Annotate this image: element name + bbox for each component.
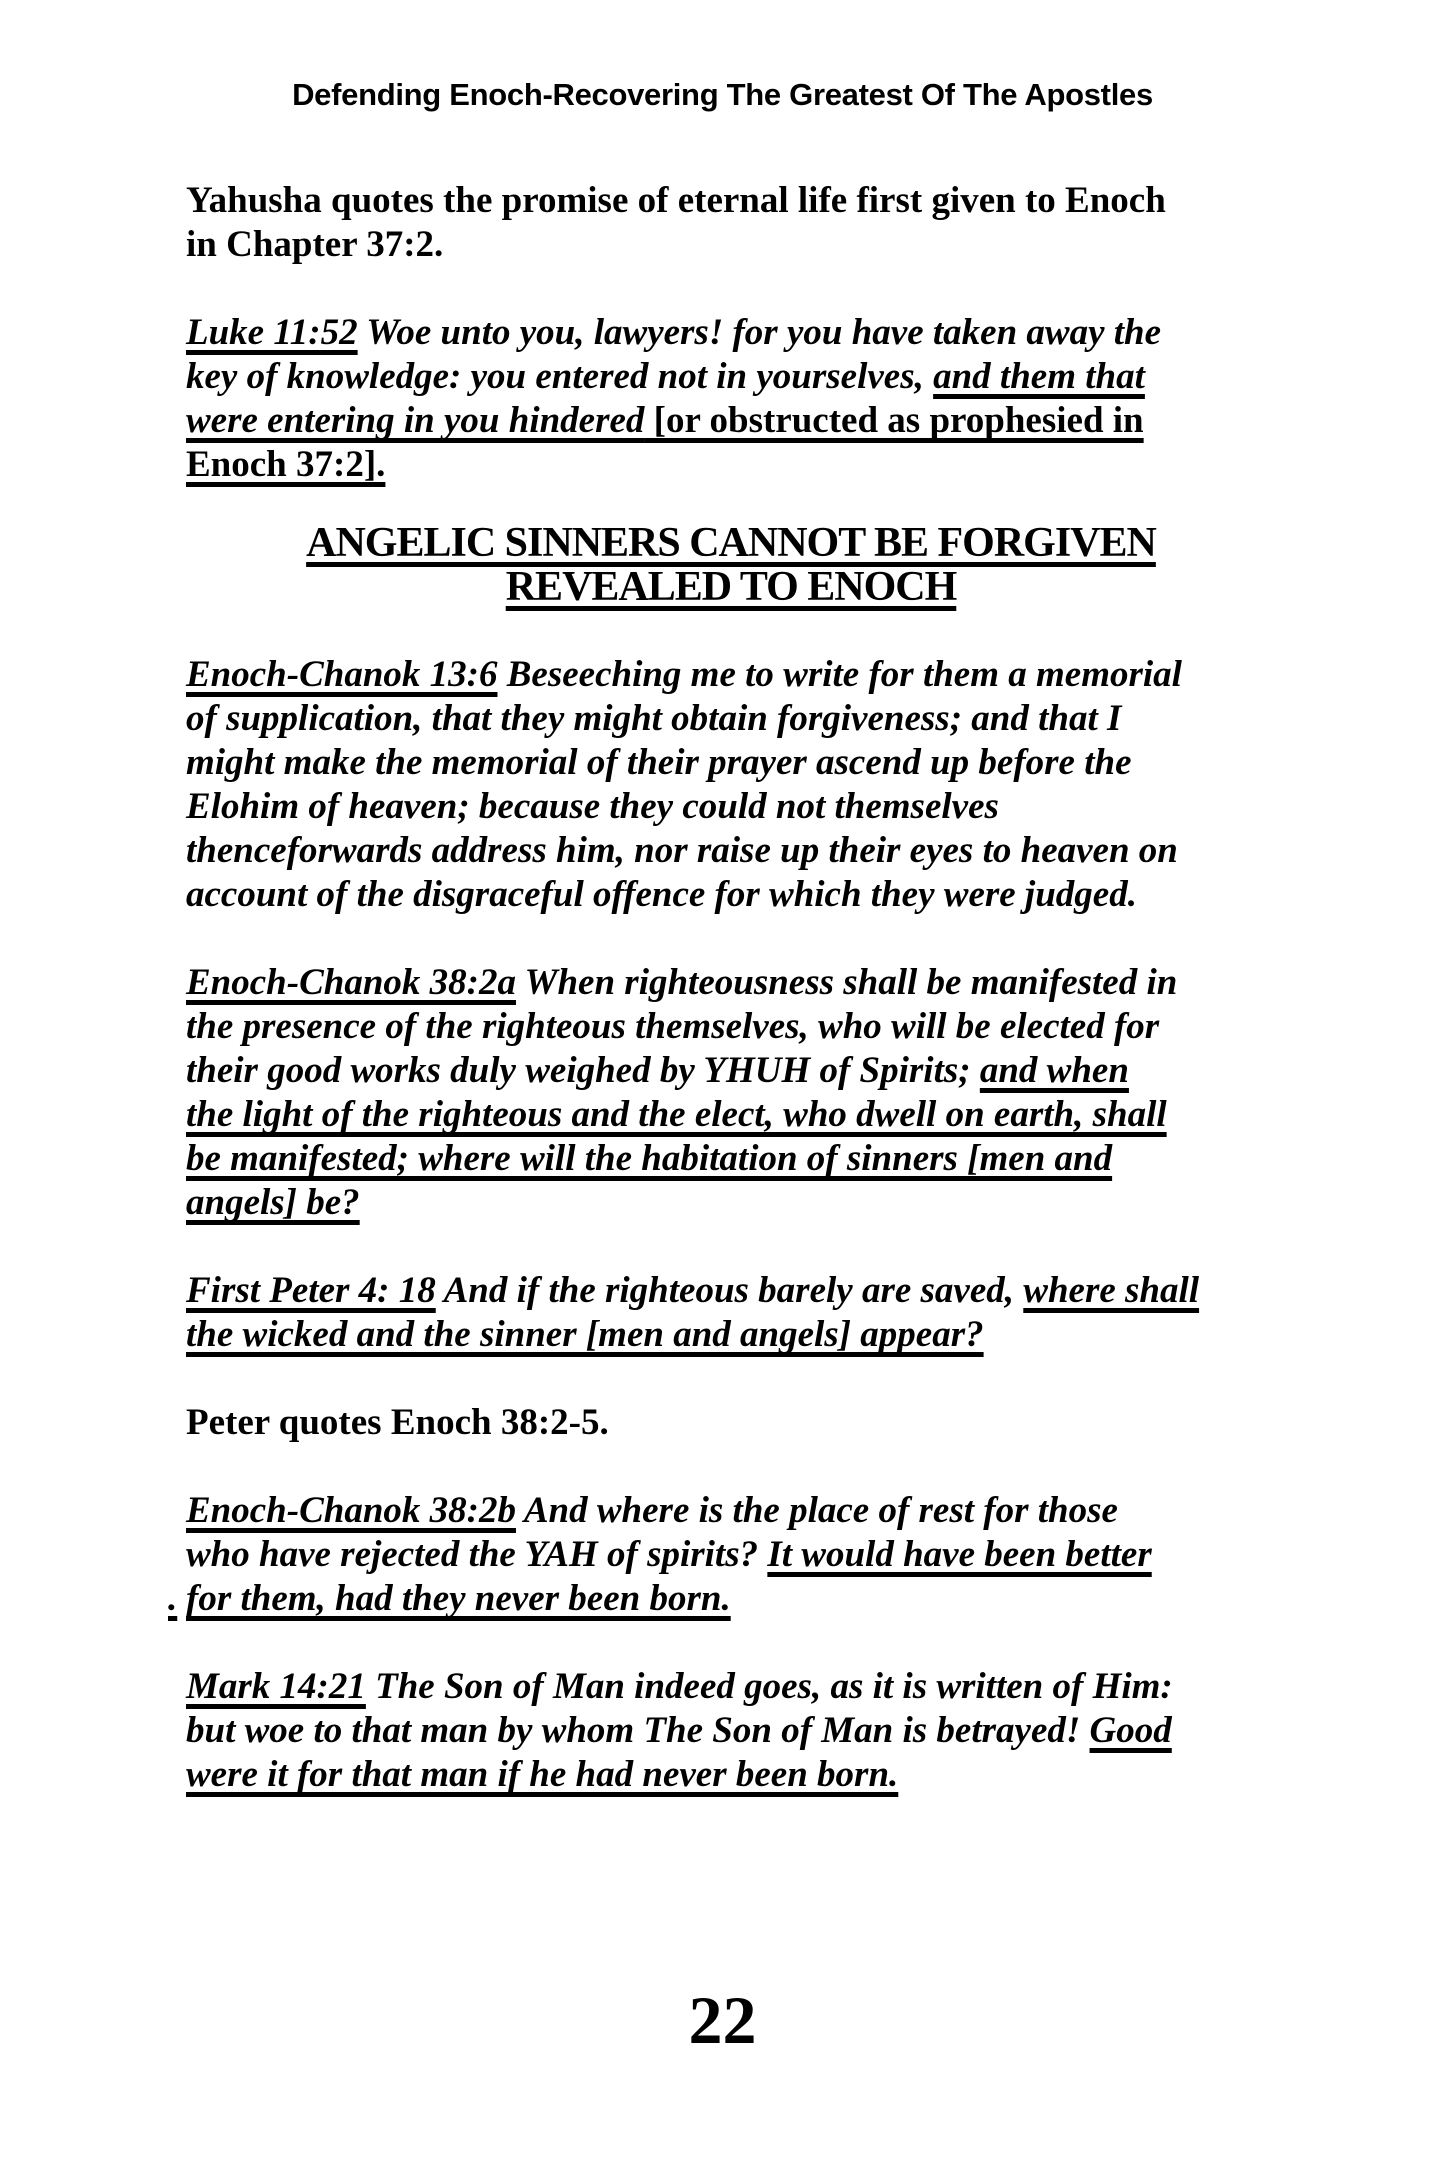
text-segment: the wicked and the sinner [men and angels] appear? (186, 1314, 984, 1355)
enoch-chanok-38-2a-quote (186, 961, 1276, 1225)
text-segment: angels] be? (186, 1182, 360, 1223)
text-segment: might make the memorial of their prayer ascend up before the (186, 742, 1132, 783)
text-line (186, 829, 1276, 873)
enoch-chanok-13-6-quote (186, 653, 1276, 917)
text-segment: the presence of the righteous themselves, who will be elected for (186, 1006, 1160, 1047)
text-line (186, 785, 1276, 829)
text-segment: The Son of Man indeed goes, as it is written of Him: (365, 1666, 1173, 1707)
text-segment: ANGELIC SINNERS CANNOT BE FORGIVEN (306, 520, 1156, 566)
text-line (186, 653, 1276, 697)
section-heading (186, 521, 1276, 609)
text-line (186, 223, 1276, 267)
text-line (186, 1005, 1276, 1049)
text-segment: Elohim of heaven; because they could not themselves (186, 786, 999, 827)
text-segment: and them that (933, 356, 1145, 397)
text-line (186, 1709, 1276, 1753)
text-segment: Good (1089, 1710, 1172, 1751)
text-line (186, 1489, 1276, 1533)
text-segment: Mark 14:21 (186, 1666, 366, 1707)
text-segment: the light of the righteous and the elect, who dwell on earth, shall (186, 1094, 1167, 1135)
text-segment: of supplication, that they might obtain forgiveness; and that I (186, 698, 1122, 739)
text-line (186, 311, 1276, 355)
first-peter-4-18-quote (186, 1269, 1276, 1357)
text-line (186, 1181, 1276, 1225)
text-line (186, 1093, 1276, 1137)
text-line: . for them, had they never been born. (168, 1578, 731, 1619)
text-segment: REVEALED TO ENOCH (505, 564, 957, 610)
text-segment: It would have been better (767, 1534, 1152, 1575)
peter-quotes-note (186, 1401, 1276, 1445)
text-segment: were it for that man if he had never been born. (186, 1754, 899, 1795)
text-segment: When righteousness shall be manifested in (515, 962, 1178, 1003)
text-segment: who have rejected the YAH of spirits? (186, 1534, 768, 1575)
text-segment: And where is the place of rest for those (515, 1490, 1118, 1531)
text-line (186, 179, 1276, 223)
text-line (186, 399, 1276, 443)
enoch-chanok-38-2b-quote (168, 1489, 1276, 1621)
text-segment: be manifested; where will the habitation of sinners [men and (186, 1138, 1113, 1179)
luke-11-52-quote (186, 311, 1276, 487)
text-line (186, 1137, 1276, 1181)
page-body (168, 179, 1276, 1797)
text-segment: for them, had they never been born. (186, 1578, 731, 1619)
text-segment: Yahusha quotes the promise of eternal life first given to Enoch (186, 180, 1166, 221)
text-line (186, 1313, 1276, 1357)
text-segment: where shall (1023, 1270, 1200, 1311)
text-line (186, 961, 1276, 1005)
text-segment: account of the disgraceful offence for which they were judged. (186, 874, 1137, 915)
text-segment: thenceforwards address him, nor raise up their eyes to heaven on (186, 830, 1178, 871)
text-line (186, 1753, 1276, 1797)
text-segment: Enoch 37:2]. (186, 444, 386, 485)
text-segment: key of knowledge: you entered not in yourselves, (186, 356, 934, 397)
text-segment: Beseeching me to write for them a memorial (497, 654, 1182, 695)
page-number: 22 (688, 1982, 757, 2058)
text-segment: First Peter 4: 18 (186, 1270, 436, 1311)
text-line (186, 521, 1276, 565)
text-segment: in Chapter 37:2. (186, 224, 444, 265)
text-segment: Enoch-Chanok 13:6 (186, 654, 498, 695)
mark-14-21-quote (186, 1665, 1276, 1797)
text-line (186, 1401, 1276, 1445)
running-header: Defending Enoch-Recovering The Greatest Of The Apostles (292, 77, 1153, 112)
text-line (186, 1533, 1276, 1577)
text-line (186, 873, 1276, 917)
text-line (186, 355, 1276, 399)
text-segment: Luke 11:52 (186, 312, 358, 353)
text-segment: Peter quotes Enoch 38:2-5. (186, 1402, 609, 1443)
text-segment: [or obstructed as prophesied in (644, 400, 1144, 441)
text-segment: were entering in you hindered (186, 400, 645, 441)
text-segment: and when (979, 1050, 1129, 1091)
text-line (186, 1665, 1276, 1709)
text-line (186, 443, 1276, 487)
text-segment: Enoch-Chanok 38:2b (186, 1490, 516, 1531)
intro-paragraph (186, 179, 1276, 267)
text-segment: Woe unto you, lawyers! for you have taken away the (357, 312, 1162, 353)
text-segment: but woe to that man by whom The Son of Man is betrayed! (186, 1710, 1090, 1751)
text-line (186, 741, 1276, 785)
text-line (186, 1269, 1276, 1313)
text-line (186, 565, 1276, 609)
text-segment: And if the righteous barely are saved, (435, 1270, 1024, 1311)
text-segment: Enoch-Chanok 38:2a (186, 962, 516, 1003)
text-segment: their good works duly weighed by YHUH of Spirits; (186, 1050, 980, 1091)
text-line (186, 697, 1276, 741)
text-line (186, 1049, 1276, 1093)
